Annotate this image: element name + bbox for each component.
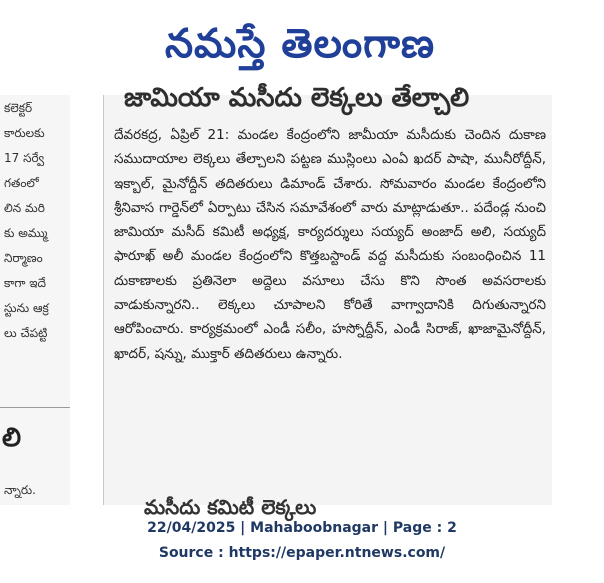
left-line: కలెక్టర్ [4,101,33,115]
left-line: న్నారు. [4,483,36,497]
left-line: కారులకు [4,126,45,140]
masthead-title: నమస్తే తెలంగాణ [164,21,436,67]
headline-strip [124,83,534,119]
article-body: దేవరకద్ర, ఏప్రిల్ 21: మండల కేంద్రంలోని జామీయా మసీదుకు చెందిన దుకాణ సముదాయాల లెక్కలు తేల్చాలని పట్టణ ముస్లింలు ఎంఏ ఖదర్ పాషా, మునీరోద్దీన్, ఇక్బాల్, మైనోద్దీన్ తదితరులు డిమాండ్ చేశారు. సోమవారం మండల కేంద్రంలోని శ్రీనివాస గార్డెన్‌లో ఏర్పాటు చేసిన సమావేశంలో వారు మాట్లాడుతూ.. పదేండ్ల నుంచి జామియా మసీద్ కమిటీ అధ్యక్ష, కార్యదర్శులు సయ్యద్ అంజాద్ అలి, సయ్యద్ ఫారూఖ్ అలీ మండల కేంద్రంలోని కొత్తబస్టాండ్ వద్ద మసీదుకు సంబంధించిన 11 దుకాణాలకు ప్రతినెలా అద్దెలు వసూలు చేసు కొని సొంత అవసరాలకు వాడుకున్నారని.. లెక్కలు చూపాలని కోరితే వాగ్వాదానికి దిగుతున్నారని ఆరోపించారు. కార్యక్రమంలో ఎండీ సలీం, హస్నోద్దీన్, ఎండీ సిరాజ్, ఖాజామైనోద్దీన్, ఖాదర్, షన్ను, ముక్తార్ తదితరులు ఉన్నారు. [114,127,551,362]
left-column-snippet [0,95,70,505]
left-line: నిర్మాణం [4,251,43,265]
bottom-headline-strip [144,493,524,519]
left-line: కాగా ఇదే [4,276,47,290]
footer-date-edition: 22/04/2025 | Mahaboobnagar | Page : 2 [147,520,457,536]
left-line: కు అమ్ము [4,226,48,240]
left-line: 17 సర్వే [4,151,45,165]
left-column-heading: లి [2,423,22,453]
news-article [104,83,552,519]
left-line: గతంలో [4,176,39,190]
article-headline: జామియా మసీదు లెక్కలు తేల్చాలి [124,83,470,113]
masthead [100,8,500,90]
next-article-headline: మసీదు కమిటీ లెక్కలు [144,495,317,519]
left-column-divider [0,407,70,408]
left-line: స్టును ఆక్ర [4,301,49,315]
left-line: లిన మరి [4,201,45,215]
left-line: లు చేపట్టి [4,326,48,340]
footer-source: Source : https://epaper.ntnews.com/ [158,545,446,561]
